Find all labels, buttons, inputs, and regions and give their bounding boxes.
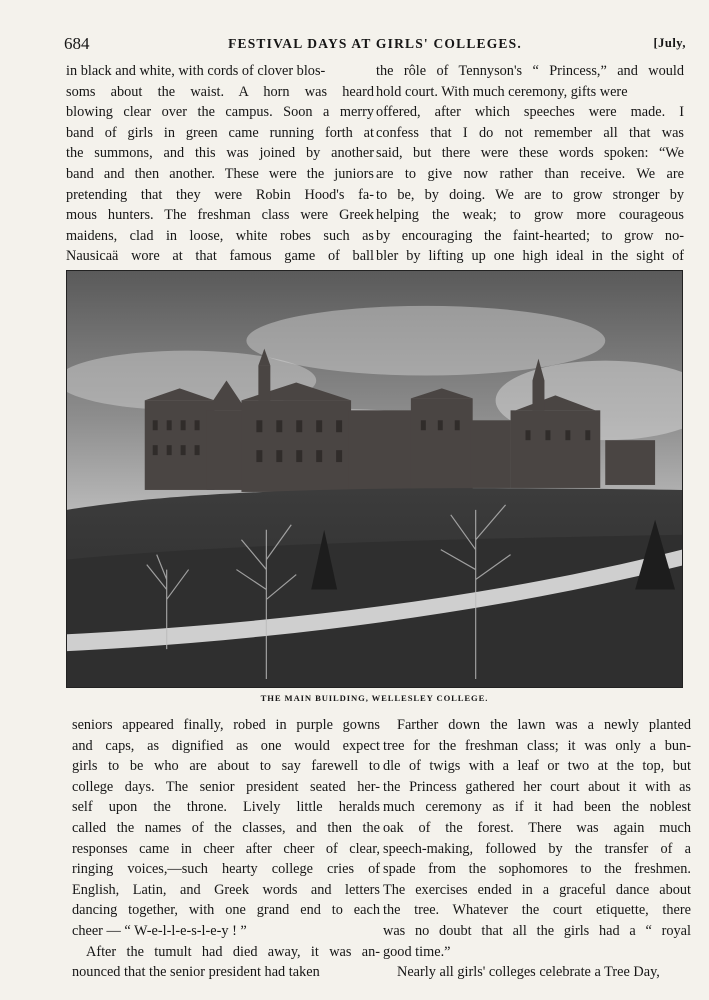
text-line: dle of twigs with a leaf or two at the top, but	[383, 758, 691, 775]
bottom-left-column	[72, 715, 380, 983]
text-line: dancing together, with one grand end to each	[72, 902, 380, 919]
text-line: helping the weak; to grow more courageous	[376, 207, 684, 224]
text-line: nounced that the senior president had taken	[72, 964, 320, 981]
photograph-illustration	[67, 271, 682, 687]
text-line: said, but there were these words spoken: “We	[376, 145, 684, 162]
text-line: cheer — “ W-e-l-l-e-s-l-e-y ! ”	[72, 922, 247, 939]
text-line: offered, after which speeches were made. I	[376, 104, 684, 121]
text-line: good time.”	[383, 943, 451, 960]
text-line: oak of the forest. There was again much	[383, 819, 691, 836]
text-line: college days. The senior president seated her-	[72, 778, 380, 795]
text-line: the rôle of Tennyson's “ Princess,” and would	[376, 63, 684, 79]
running-title: FESTIVAL DAYS AT GIRLS' COLLEGES.	[228, 36, 522, 51]
text-line: hold court. With much ceremony, gifts were	[376, 83, 628, 100]
text-line: much ceremony as if it had been the noblest	[383, 799, 691, 816]
main-building-photograph	[66, 270, 683, 688]
text-line: to be, by doing. We are to grow stronger by	[376, 186, 684, 203]
text-line: blowing clear over the campus. Soon a merry	[66, 104, 374, 121]
text-line: mous hunters. The freshman class were Greek	[66, 207, 374, 224]
text-line: speech-making, followed by the transfer of a	[383, 840, 691, 857]
text-line: called the names of the classes, and then the	[72, 819, 380, 836]
running-month: [July,	[653, 36, 686, 50]
text-line: by encouraging the faint-hearted; to grow no-	[376, 227, 684, 244]
text-line: The exercises ended in a graceful dance about	[383, 881, 691, 898]
text-line: tree for the freshman class; it was only a bun-	[383, 737, 691, 754]
text-line: responses came in cheer after cheer of clear,	[72, 840, 380, 857]
text-line: self upon the throne. Lively little heralds	[72, 799, 380, 816]
running-header	[64, 34, 686, 56]
text-line: band of girls in green came running forth at	[66, 124, 374, 141]
text-line: pretending that they were Robin Hood's fa-	[66, 186, 374, 203]
text-line: in black and white, with cords of clover blos-	[66, 63, 326, 79]
text-line: maidens, clad in loose, white robes such as	[66, 227, 374, 244]
top-left-column	[66, 61, 374, 288]
text-line: Nearly all girls' colleges celebrate a Tree Day,	[397, 964, 660, 981]
text-line: the tree. Whatever the court etiquette, there	[383, 902, 691, 919]
text-line: and caps, as dignified as one would expect	[72, 737, 380, 754]
text-line: English, Latin, and Greek words and letters	[72, 881, 380, 898]
text-line: soms about the waist. A horn was heard	[66, 83, 374, 100]
text-line: After the tumult had died away, it was an-	[86, 943, 380, 960]
text-line: girls to be who are about to say farewell to	[72, 758, 380, 775]
photo-caption: THE MAIN BUILDING, WELLESLEY COLLEGE.	[260, 693, 489, 703]
text-line: bler by lifting up one high ideal in the sight of	[376, 248, 684, 265]
page-number: 684	[64, 34, 90, 53]
text-line: band and then another. These were the juniors	[66, 165, 374, 182]
top-right-column	[376, 61, 684, 288]
text-line: confess that I do not remember all that was	[376, 124, 684, 141]
text-line: Farther down the lawn was a newly planted	[397, 717, 691, 733]
text-line: ringing voices,—such hearty college cries of	[72, 861, 380, 878]
text-line: seniors appeared finally, robed in purple gowns	[72, 717, 380, 733]
bottom-right-column	[383, 715, 691, 983]
text-line: was no doubt that all the girls had a “ royal	[383, 922, 691, 939]
text-line: Nausicaä wore at that famous game of ball	[66, 248, 374, 265]
text-line: the summons, and this was joined by another	[66, 145, 374, 162]
text-line: are to give now rather than receive. We are	[376, 165, 684, 182]
text-line: the Princess gathered her court about it with as	[383, 778, 691, 795]
text-line: spade from the sophomores to the freshmen.	[383, 861, 691, 878]
